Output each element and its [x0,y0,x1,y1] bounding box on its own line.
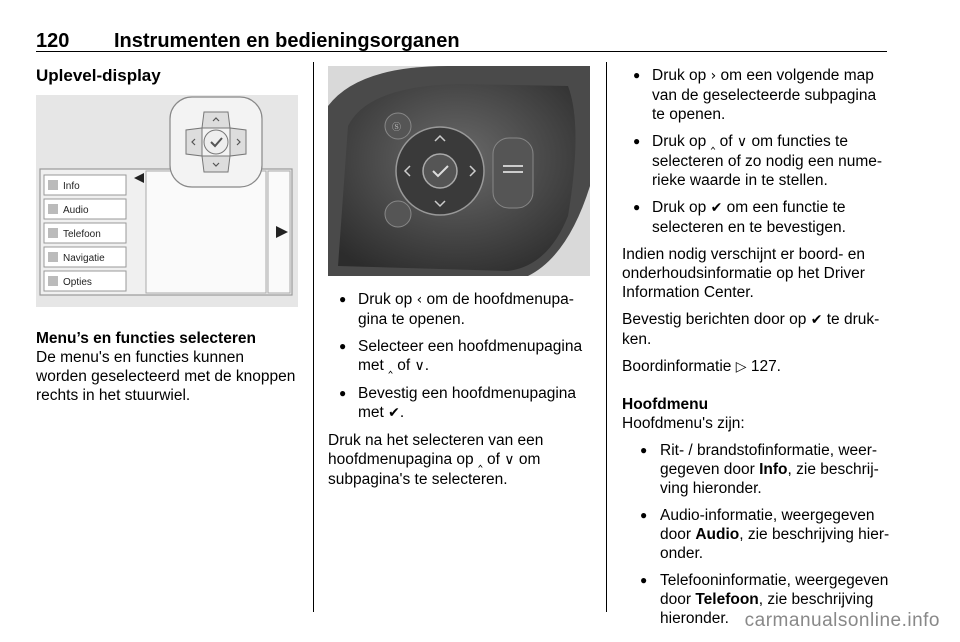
text-run: Telefooninformatie, weergegeven door [660,572,889,608]
instruction-list [328,290,590,423]
list-item [622,66,892,124]
text-run: om subpagina's te selecteren. [328,451,541,488]
column-3 [622,66,892,636]
menu-name: Audio [695,526,740,543]
list-item [328,290,590,329]
control-symbol-icon: ∨ [736,134,748,150]
watermark-text: carmanualsonline.info [744,610,940,631]
text-run: , zie beschrijving hieronder. [660,461,879,497]
display-menu-label: Telefoon [63,229,101,240]
instruction-list [622,66,892,237]
text-run: , zie beschrijving hieronder. [660,591,874,627]
list-item [328,337,590,376]
text-run: Boordinformatie [622,358,736,375]
body-paragraph: Indien nodig verschijnt er boord- en onderhoudsinformatie op het Driver Information Center. [622,246,865,301]
control-symbol-icon: ∨ [504,452,515,468]
text-run: Rit- / brandstofinformatie, weergegeven door [660,442,878,478]
control-symbol-icon: ✔ [710,200,723,216]
control-symbol-icon: › [710,68,717,84]
control-symbol-icon: ✔ [388,405,400,421]
menu-name: Telefoon [695,591,759,608]
column-1 [36,66,298,413]
text-run: om een volgende map van de geselecteerde subpagina te openen. [652,67,877,123]
text-run: 127. [746,358,781,375]
body-paragraph [622,310,892,349]
text-run: Bevestig een hoofdmenupagina met [358,385,577,421]
text-run: om functies te selecteren of zo nodig een numerieke waarde in te stellen. [652,133,883,189]
text-run: te drukken. [622,311,880,348]
body-paragraph [328,431,590,489]
chapter-title: Instrumenten en bedieningsorganen [114,30,460,52]
text-run: Druk op [358,291,417,308]
control-symbol-icon: ‸ [710,134,716,150]
column-divider-2 [606,62,607,612]
text-run: Selecteer een hoofdmenupagina met [358,338,583,374]
text-run: Druk na het selecteren van een hoofdmenupagina op [328,432,544,468]
page-number: 120 [36,30,70,52]
display-menu-label: Navigatie [63,253,105,264]
text-run: , zie beschrijving hieronder. [660,526,890,562]
menu-name: Info [759,461,788,478]
subsection-heading: Hoofdmenu [622,396,709,413]
text-run: . [424,357,430,374]
steering-wheel-controls-photo [328,66,590,276]
text-run: of [715,133,737,150]
control-symbol-icon: ‸ [388,358,393,374]
control-symbol-icon: ✔ [810,312,823,328]
list-item [328,384,590,423]
control-symbol-icon: ▷ [735,359,747,375]
column-2 [328,66,590,497]
display-menu-label: Info [63,181,80,192]
body-paragraph: De menu's en functies kunnen worden geselecteerd met de knoppen rechts in het stuurwiel. [36,349,296,404]
display-menu-icon [48,276,58,286]
text-run: om de hoofdmenupagina te openen. [358,291,574,328]
text-run: Druk op [652,199,711,216]
display-menu-icon [48,204,58,214]
control-symbol-icon: ∨ [414,358,425,374]
text-run: Audio-informatie, weergegeven door [660,507,875,543]
text-run: . [399,404,405,421]
control-symbol-icon: ‹ [416,292,423,308]
display-menu-icon [48,252,58,262]
section-title: Uplevel-display [36,66,161,85]
text-run: Druk op [652,67,711,84]
display-menu-icon [48,228,58,238]
cross-reference [622,357,892,377]
list-item [622,506,892,563]
list-item [622,132,892,190]
list-item [622,441,892,498]
body-paragraph: Hoofdmenu's zijn: [622,415,745,432]
text-run: of [392,357,415,374]
display-menu-label: Opties [63,277,92,288]
menu-list [622,441,892,628]
subsection-heading: Menu’s en functies selecteren [36,330,256,347]
text-run: om een functie te selecteren en te bevestigen. [652,199,846,236]
text-run: of [482,451,505,468]
svg-text:Ⓢ: Ⓢ [392,123,402,133]
display-menu-icon [48,180,58,190]
display-menu-label: Audio [63,205,89,216]
display-drawing [36,95,298,307]
text-run: Bevestig berichten door op [622,311,811,328]
text-run: Druk op [652,133,711,150]
steering-wheel-drawing [328,66,590,276]
column-divider-1 [313,62,314,612]
list-item [622,198,892,237]
uplevel-display-illustration [36,95,298,307]
control-symbol-icon: ‸ [477,452,483,468]
page-header [36,30,887,52]
